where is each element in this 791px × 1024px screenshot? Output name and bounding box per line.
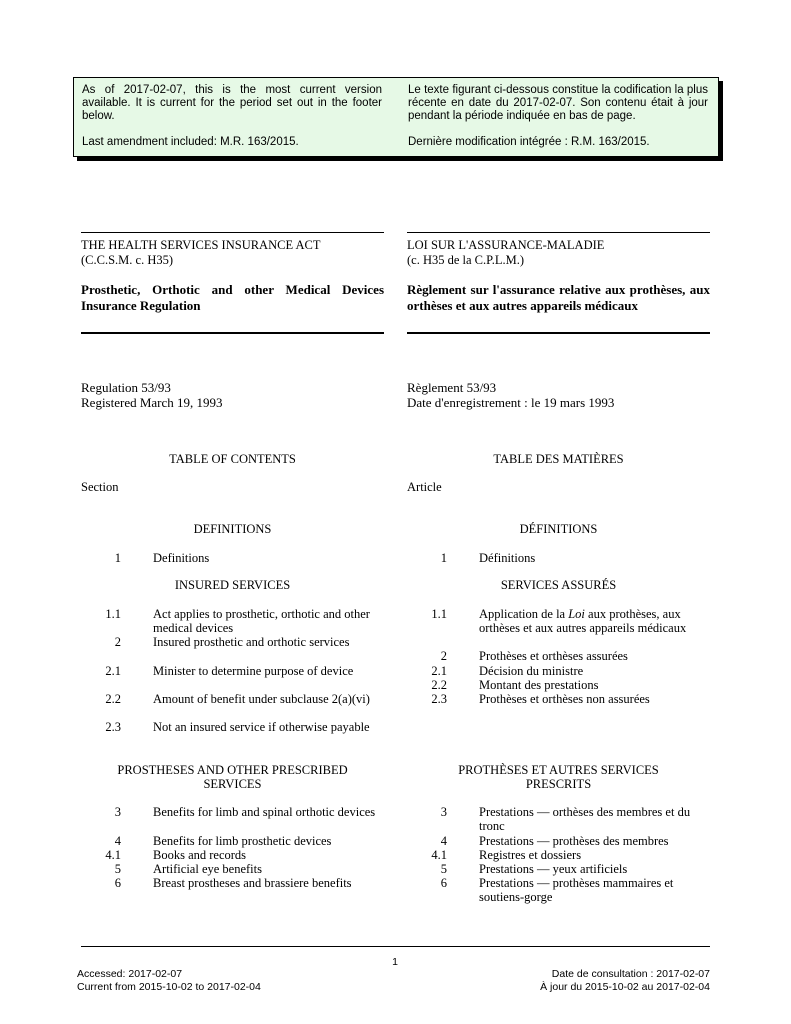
divider — [407, 232, 710, 233]
toc-heading-fr: TABLE DES MATIÈRES — [493, 452, 624, 466]
toc-text: Act applies to prosthetic, orthotic and other medical devices — [153, 607, 370, 635]
toc-number: 6 — [114, 876, 121, 890]
toc-text: Artificial eye benefits — [153, 862, 262, 876]
divider — [81, 232, 384, 233]
currency-notice-box — [73, 77, 719, 157]
current-period-fr: À jour du 2015-10-02 au 2017-02-04 — [540, 981, 710, 993]
toc-number: 1 — [114, 551, 121, 565]
toc-number: 5 — [114, 862, 121, 876]
act-citation-en: (C.C.S.M. c. H35) — [81, 253, 174, 267]
regulation-title-fr: Règlement sur l'assurance relative aux prothèses, aux orthèses et aux autres appareils médicaux — [407, 282, 710, 313]
heading-definitions-en: DEFINITIONS — [193, 522, 272, 536]
toc-text: Prestations — orthèses des membres et du tronc — [479, 805, 691, 833]
act-name-en — [81, 238, 384, 268]
regulation-title-en: Prosthetic, Orthotic and other Medical Devices Insurance Regulation — [81, 282, 384, 313]
toc-text: Minister to determine purpose of device — [153, 664, 354, 678]
footer-en — [77, 968, 261, 994]
footer-fr — [513, 968, 710, 994]
heading-prostheses-fr: PROTHÈSES ET AUTRES SERVICES PRESCRITS — [458, 763, 659, 791]
toc-text: Montant des prestations — [479, 678, 599, 692]
toc-text: Breast prostheses and brassiere benefits — [153, 876, 352, 890]
footer-divider — [81, 946, 710, 947]
toc-number: 2.3 — [105, 720, 121, 734]
toc-text: Amount of benefit under subclause 2(a)(vi) — [153, 692, 370, 706]
toc-text: Definitions — [153, 551, 210, 565]
toc-number: 1 — [440, 551, 447, 565]
regulation-info-fr — [407, 380, 710, 410]
section-label-en: Section — [81, 480, 119, 494]
notice-fr-amendment: Dernière modification intégrée : R.M. 163/2015. — [408, 136, 650, 148]
toc-text: Prothèses et orthèses non assurées — [479, 692, 650, 706]
act-citation-fr: (c. H35 de la C.P.L.M.) — [407, 253, 524, 267]
toc-number: 4 — [440, 834, 447, 848]
notice-en-amendment: Last amendment included: M.R. 163/2015. — [82, 136, 299, 148]
heading-insured-en: INSURED SERVICES — [174, 578, 291, 592]
regulation-number-en: Regulation 53/93 — [81, 380, 171, 395]
toc-number: 6 — [440, 876, 447, 890]
notice-en-currency: As of 2017-02-07, this is the most current version available. It is current for the period set out in the footer below. — [82, 84, 382, 122]
act-title-fr: LOI SUR L'ASSURANCE-MALADIE — [407, 238, 605, 252]
page-number: 1 — [392, 956, 398, 968]
notice-fr-currency: Le texte figurant ci-dessous constitue la codification la plus récente en date du 2017-02-07. Son contenu était à jour pendant la période indiquée en bas de page. — [408, 84, 708, 122]
toc-text: Décision du ministre — [479, 664, 584, 678]
toc-text: Benefits for limb and spinal orthotic devices — [153, 805, 376, 819]
registration-date-fr: Date d'enregistrement : le 19 mars 1993 — [407, 395, 615, 410]
toc-number: 4.1 — [105, 848, 121, 862]
toc-text: Prestations — prothèses des membres — [479, 834, 669, 848]
act-title-en: THE HEALTH SERVICES INSURANCE ACT — [81, 238, 321, 252]
accessed-date-fr: Date de consultation : 2017-02-07 — [551, 968, 710, 980]
heading-definitions-fr: DÉFINITIONS — [519, 522, 598, 536]
toc-text: Prestations — prothèses mammaires et soutiens-gorge — [479, 876, 674, 904]
toc-number: 2.1 — [431, 664, 447, 678]
toc-number: 2.2 — [431, 678, 447, 692]
divider — [81, 332, 384, 334]
regulation-number-fr: Règlement 53/93 — [407, 380, 497, 395]
notice-english — [82, 84, 382, 149]
toc-number: 2.1 — [105, 664, 121, 678]
toc-text: Benefits for limb prosthetic devices — [153, 834, 332, 848]
toc-number: 2.3 — [431, 692, 447, 706]
divider — [407, 332, 710, 334]
toc-number: 4 — [114, 834, 121, 848]
heading-insured-fr: SERVICES ASSURÉS — [500, 578, 617, 592]
registration-date-en: Registered March 19, 1993 — [81, 395, 223, 410]
toc-number: 3 — [114, 805, 121, 819]
toc-number: 1.1 — [105, 607, 121, 621]
toc-number: 5 — [440, 862, 447, 876]
heading-prostheses-en: PROSTHESES AND OTHER PRESCRIBED SERVICES — [117, 763, 348, 791]
toc-number: 2 — [114, 635, 121, 649]
act-name-fr — [407, 238, 710, 268]
current-period-en: Current from 2015-10-02 to 2017-02-04 — [77, 981, 261, 993]
toc-number: 3 — [440, 805, 447, 819]
toc-text — [479, 607, 711, 635]
notice-french — [408, 84, 708, 149]
toc-text: Insured prosthetic and orthotic services — [153, 635, 350, 649]
toc-text-italic: Loi — [568, 607, 585, 621]
toc-text-part: Application de la — [479, 607, 569, 621]
toc-number: 4.1 — [431, 848, 447, 862]
toc-number: 2 — [440, 649, 447, 663]
toc-text: Prothèses et orthèses assurées — [479, 649, 628, 663]
toc-heading-en: TABLE OF CONTENTS — [169, 452, 296, 466]
toc-text: Prestations — yeux artificiels — [479, 862, 628, 876]
toc-number: 1.1 — [431, 607, 447, 621]
accessed-date-en: Accessed: 2017-02-07 — [77, 968, 183, 980]
toc-text: Not an insured service if otherwise payable — [153, 720, 370, 734]
toc-text-part: aux prothèses, aux orthèses et aux autres appareils médicaux — [479, 607, 687, 635]
section-label-fr: Article — [407, 480, 442, 494]
regulation-info-en — [81, 380, 384, 410]
toc-text: Registres et dossiers — [479, 848, 582, 862]
toc-number: 2.2 — [105, 692, 121, 706]
toc-text: Définitions — [479, 551, 536, 565]
toc-text: Books and records — [153, 848, 247, 862]
